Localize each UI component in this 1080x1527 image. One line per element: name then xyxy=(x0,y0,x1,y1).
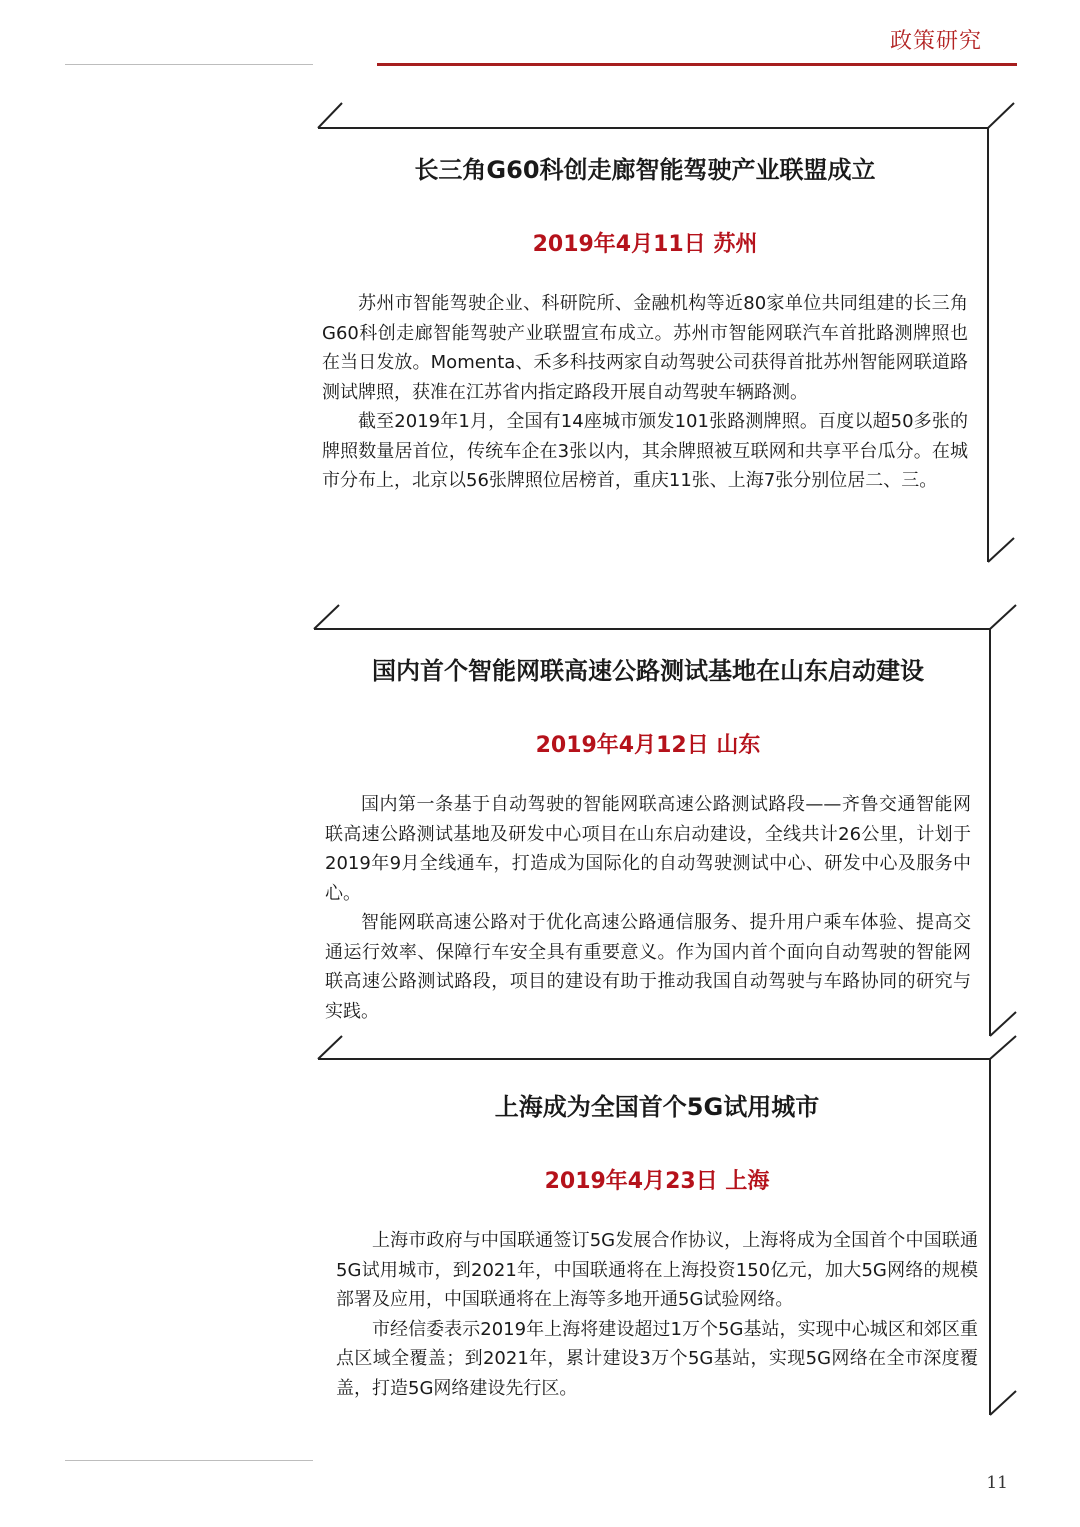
section-body xyxy=(322,289,968,496)
section-date: 2019年4月11日 苏州 xyxy=(532,232,758,257)
section-date: 2019年4月12日 山东 xyxy=(535,733,761,758)
section-date: 2019年4月23日 上海 xyxy=(544,1169,770,1194)
header-rule-red xyxy=(377,63,1017,66)
paragraph: 智能网联高速公路对于优化高速公路通信服务、提升用户乘车体验、提高交通运行效率、保障行车安全具有重要意义。作为国内首个面向自动驾驶的智能网联高速公路测试路段，项目的建设有助于推动我国自动驾驶与车路协同的研究与实践。 xyxy=(325,912,971,1022)
header-rule-grey xyxy=(65,64,313,65)
section-title: 国内首个智能网联高速公路测试基地在山东启动建设 xyxy=(372,657,924,685)
section-title: 上海成为全国首个5G试用城市 xyxy=(494,1093,820,1121)
header-label: 政策研究 xyxy=(889,29,982,54)
page-number: 11 xyxy=(986,1473,1008,1493)
news-section-3 xyxy=(336,1087,978,1403)
paragraph: 国内第一条基于自动驾驶的智能网联高速公路测试路段——齐鲁交通智能网联高速公路测试基地及研发中心项目在山东启动建设，全线共计26公里，计划于2019年9月全线通车，打造成为国际化的自动驾驶测试中心、研发中心及服务中心。 xyxy=(325,794,971,904)
news-section-1 xyxy=(322,150,968,496)
paragraph: 市经信委表示2019年上海将建设超过1万个5G基站，实现中心城区和郊区重点区域全覆盖；到2021年，累计建设3万个5G基站，实现5G网络在全市深度覆盖，打造5G网络建设先行区。 xyxy=(336,1318,978,1399)
section-title: 长三角G60科创走廊智能驾驶产业联盟成立 xyxy=(414,156,876,184)
paragraph: 苏州市智能驾驶企业、科研院所、金融机构等近80家单位共同组建的长三角G60科创走廊智能驾驶产业联盟宣布成立。苏州市智能网联汽车首批路测牌照也在当日发放。Momenta、禾多科技两家自动驾驶公司获得首批苏州智能网联道路测试牌照，获准在江苏省内指定路段开展自动驾驶车辆路测。 xyxy=(322,293,968,403)
news-section-2 xyxy=(325,651,971,1026)
header-rule xyxy=(65,63,1017,66)
paragraph: 上海市政府与中国联通签订5G发展合作协议，上海将成为全国首个中国联通5G试用城市，到2021年，中国联通将在上海投资150亿元，加大5G网络的规模部署及应用，中国联通将在上海等多地开通5G试验网络。 xyxy=(336,1230,978,1310)
paragraph: 截至2019年1月，全国有14座城市颁发101张路测牌照。百度以超50多张的牌照数量居首位，传统车企在3张以内，其余牌照被互联网和共享平台瓜分。在城市分布上，北京以56张牌照位居榜首，重庆11张、上海7张分别位居二、三。 xyxy=(322,411,968,491)
section-body xyxy=(325,790,971,1026)
footer-rule xyxy=(65,1460,313,1461)
section-body xyxy=(336,1226,978,1403)
